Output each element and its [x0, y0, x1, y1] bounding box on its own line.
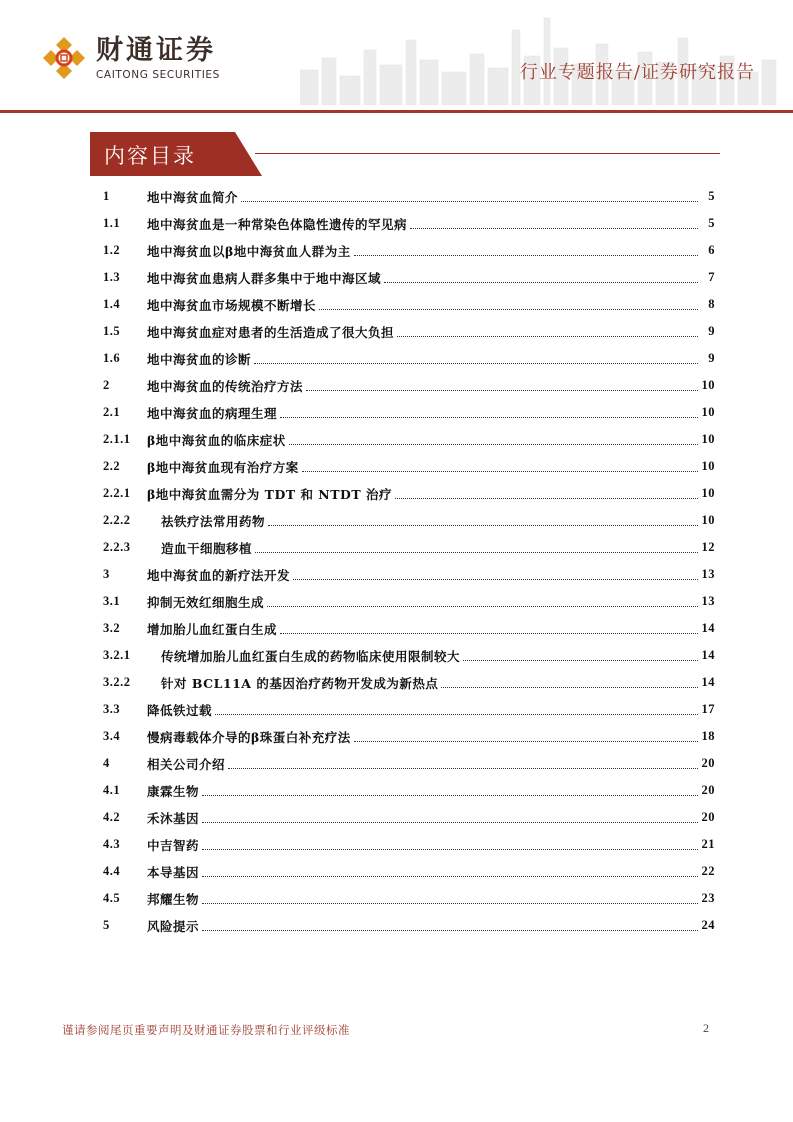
toc-entry-number: 1.1	[103, 216, 121, 230]
toc-dot-leader	[354, 255, 698, 256]
toc-entry-number: 3.2.1	[103, 648, 131, 662]
toc-entry[interactable]	[103, 615, 715, 642]
toc-entry-page: 23	[701, 891, 715, 905]
toc-dot-leader	[302, 471, 698, 472]
toc-entry[interactable]	[103, 372, 715, 399]
toc-entry-number: 3.3	[103, 702, 121, 716]
toc-heading-text: 内容目录	[104, 144, 196, 168]
toc-entry-page: 22	[701, 864, 715, 878]
toc-entry-number: 1.4	[103, 297, 121, 311]
toc-entry-title: 本导基因	[147, 864, 200, 880]
toc-entry-title: 地中海贫血的病理生理	[147, 405, 278, 421]
toc-entry[interactable]	[103, 399, 715, 426]
toc-dot-leader	[202, 822, 698, 823]
toc-entry-page: 5	[708, 189, 715, 203]
toc-dot-leader	[289, 444, 698, 445]
toc-entry-page: 14	[701, 621, 715, 635]
toc-dot-leader	[255, 552, 698, 553]
toc-entry[interactable]	[103, 723, 715, 750]
toc-entry-number: 1.2	[103, 243, 121, 257]
toc-dot-leader	[280, 417, 698, 418]
toc-heading-rule	[255, 153, 720, 154]
toc-dot-leader	[354, 741, 698, 742]
toc-entry-page: 20	[701, 810, 715, 824]
toc-dot-leader	[395, 498, 698, 499]
toc-entry-title: 风险提示	[147, 918, 200, 934]
toc-entry-title: 造血干细胞移植	[161, 540, 253, 556]
toc-entry-title: 地中海贫血简介	[147, 189, 239, 205]
toc-entry[interactable]	[103, 777, 715, 804]
toc-entry-page: 8	[708, 297, 715, 311]
toc-entry-number: 2.2.1	[103, 486, 131, 500]
header-divider	[0, 110, 793, 113]
toc-entry[interactable]	[103, 507, 715, 534]
toc-dot-leader	[202, 849, 698, 850]
toc-entry-page: 9	[708, 351, 715, 365]
toc-entry-page: 20	[701, 756, 715, 770]
toc-entry-page: 13	[701, 567, 715, 581]
toc-entry[interactable]	[103, 912, 715, 939]
toc-entry[interactable]	[103, 480, 715, 507]
toc-entry-title: 地中海贫血的传统治疗方法	[147, 378, 304, 394]
toc-entry-number: 4	[103, 756, 110, 770]
toc-dot-leader	[280, 633, 698, 634]
toc-entry-number: 5	[103, 918, 110, 932]
toc-entry-title: 康霖生物	[147, 783, 200, 799]
toc-entry[interactable]	[103, 453, 715, 480]
toc-entry-title: 地中海贫血患病人群多集中于地中海区域	[147, 270, 382, 286]
toc-entry[interactable]	[103, 588, 715, 615]
toc-entry-title: 慢病毒载体介导的β珠蛋白补充疗法	[147, 729, 351, 745]
toc-dot-leader	[384, 282, 698, 283]
toc-entry-title: 针对 BCL11A 的基因治疗药物开发成为新热点	[161, 675, 439, 691]
toc-entry[interactable]	[103, 534, 715, 561]
toc-entry-number: 1.3	[103, 270, 121, 284]
toc-entry-number: 3	[103, 567, 110, 581]
toc-entry-title: 地中海贫血市场规模不断增长	[147, 297, 317, 313]
toc-entry-number: 2.2.3	[103, 540, 131, 554]
table-of-contents	[103, 183, 715, 939]
toc-entry-title: 禾沐基因	[147, 810, 200, 826]
toc-entry[interactable]	[103, 318, 715, 345]
toc-entry-title: β地中海贫血需分为 TDT 和 NTDT 治疗	[147, 486, 393, 502]
toc-entry[interactable]	[103, 426, 715, 453]
toc-entry-page: 9	[708, 324, 715, 338]
logo-english-name: CAITONG SECURITIES	[96, 69, 220, 81]
caitong-logo-icon	[42, 36, 86, 80]
toc-dot-leader	[241, 201, 698, 202]
toc-entry-page: 24	[701, 918, 715, 932]
toc-dot-leader	[306, 390, 698, 391]
toc-entry-title: 祛铁疗法常用药物	[161, 513, 266, 529]
toc-entry-page: 5	[708, 216, 715, 230]
toc-entry[interactable]	[103, 642, 715, 669]
toc-entry[interactable]	[103, 561, 715, 588]
toc-entry-number: 4.3	[103, 837, 121, 851]
toc-entry-page: 10	[701, 513, 715, 527]
toc-dot-leader	[215, 714, 698, 715]
toc-entry-page: 10	[701, 459, 715, 473]
toc-dot-leader	[397, 336, 698, 337]
toc-entry-number: 1.5	[103, 324, 121, 338]
toc-entry-number: 4.4	[103, 864, 121, 878]
toc-entry-number: 3.1	[103, 594, 121, 608]
toc-entry-number: 1.6	[103, 351, 121, 365]
toc-entry-number: 4.1	[103, 783, 121, 797]
toc-entry[interactable]	[103, 237, 715, 264]
toc-entry[interactable]	[103, 183, 715, 210]
toc-entry[interactable]	[103, 858, 715, 885]
toc-entry-page: 12	[701, 540, 715, 554]
toc-entry-page: 17	[701, 702, 715, 716]
toc-entry-page: 10	[701, 405, 715, 419]
toc-entry-title: β地中海贫血的临床症状	[147, 432, 286, 448]
toc-dot-leader	[267, 606, 698, 607]
page-header	[0, 0, 793, 118]
toc-entry-title: 降低铁过载	[147, 702, 213, 718]
toc-entry-page: 14	[701, 675, 715, 689]
toc-heading	[90, 132, 720, 178]
toc-entry-page: 10	[701, 432, 715, 446]
toc-dot-leader	[463, 660, 698, 661]
toc-entry-number: 2.1.1	[103, 432, 131, 446]
toc-entry-page: 13	[701, 594, 715, 608]
toc-entry-title: 地中海贫血以β地中海贫血人群为主	[147, 243, 351, 259]
toc-entry-page: 14	[701, 648, 715, 662]
toc-entry-title: 地中海贫血症对患者的生活造成了很大负担	[147, 324, 395, 340]
toc-entry-number: 4.5	[103, 891, 121, 905]
toc-entry-title: 邦耀生物	[147, 891, 200, 907]
toc-entry-page: 10	[701, 486, 715, 500]
toc-entry[interactable]	[103, 291, 715, 318]
toc-entry-number: 3.4	[103, 729, 121, 743]
toc-entry-number: 3.2.2	[103, 675, 131, 689]
toc-dot-leader	[228, 768, 698, 769]
toc-entry[interactable]	[103, 669, 715, 696]
logo-chinese-name: 财通证券	[96, 35, 216, 66]
toc-entry-number: 3.2	[103, 621, 121, 635]
toc-entry-number: 2.2.2	[103, 513, 131, 527]
toc-entry-number: 4.2	[103, 810, 121, 824]
toc-dot-leader	[268, 525, 698, 526]
toc-entry-page: 10	[701, 378, 715, 392]
toc-entry[interactable]	[103, 885, 715, 912]
toc-dot-leader	[410, 228, 698, 229]
toc-entry-number: 2.2	[103, 459, 121, 473]
toc-entry[interactable]	[103, 804, 715, 831]
toc-entry[interactable]	[103, 696, 715, 723]
toc-entry-page: 18	[701, 729, 715, 743]
toc-entry-title: 地中海贫血是一种常染色体隐性遗传的罕见病	[147, 216, 408, 232]
toc-entry-number: 1	[103, 189, 110, 203]
toc-dot-leader	[202, 903, 698, 904]
toc-entry[interactable]	[103, 264, 715, 291]
toc-dot-leader	[202, 876, 698, 877]
toc-entry[interactable]	[103, 831, 715, 858]
report-type-label: 行业专题报告/证券研究报告	[519, 62, 755, 83]
toc-entry-number: 2.1	[103, 405, 121, 419]
toc-entry-title: 增加胎儿血红蛋白生成	[147, 621, 278, 637]
toc-dot-leader	[202, 930, 698, 931]
toc-entry-title: 地中海贫血的诊断	[147, 351, 252, 367]
toc-entry-title: 相关公司介绍	[147, 756, 226, 772]
toc-entry-page: 6	[708, 243, 715, 257]
footer-disclaimer: 谨请参阅尾页重要声明及财通证券股票和行业评级标准	[62, 1023, 350, 1037]
toc-entry-title: 传统增加胎儿血红蛋白生成的药物临床使用限制较大	[161, 648, 461, 664]
page-number: 2	[703, 1021, 709, 1035]
toc-dot-leader	[202, 795, 698, 796]
toc-dot-leader	[319, 309, 698, 310]
toc-entry-page: 20	[701, 783, 715, 797]
toc-entry-title: 抑制无效红细胞生成	[147, 594, 265, 610]
toc-entry[interactable]	[103, 210, 715, 237]
toc-entry[interactable]	[103, 345, 715, 372]
toc-entry-title: 中吉智药	[147, 837, 200, 853]
toc-entry-title: β地中海贫血现有治疗方案	[147, 459, 299, 475]
toc-dot-leader	[293, 579, 698, 580]
toc-entry-number: 2	[103, 378, 110, 392]
toc-entry-title: 地中海贫血的新疗法开发	[147, 567, 291, 583]
toc-entry-page: 21	[701, 837, 715, 851]
toc-entry[interactable]	[103, 750, 715, 777]
toc-entry-page: 7	[708, 270, 715, 284]
toc-dot-leader	[254, 363, 698, 364]
toc-dot-leader	[441, 687, 698, 688]
